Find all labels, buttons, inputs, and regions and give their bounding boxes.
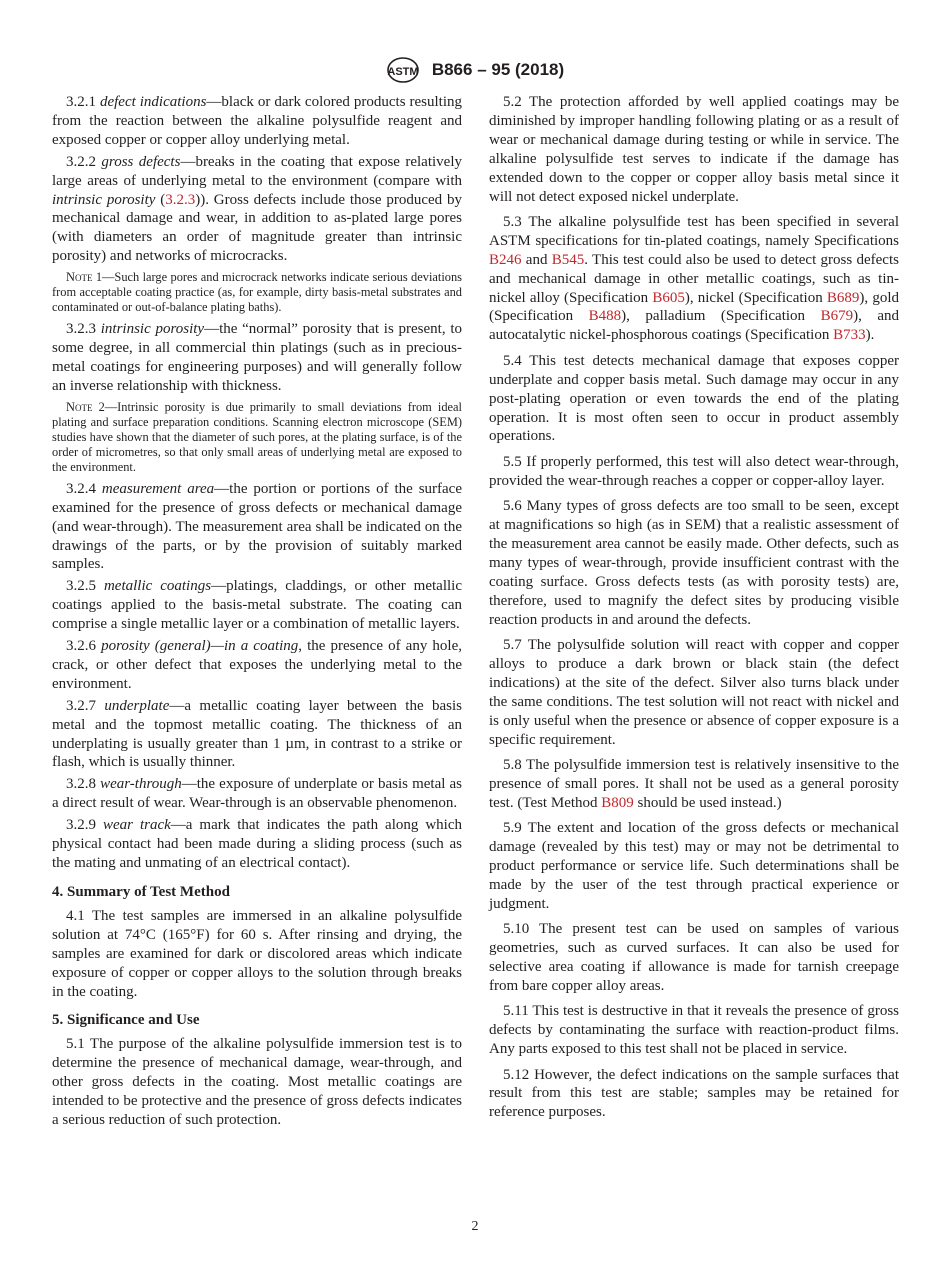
term-italic: gross defects (101, 153, 181, 170)
text-run: 5.1 The purpose of the alkaline polysulfide immersion test is to determine the presence of mechanical damage, wear-through, and other gross defects in the coating. Most metallic coatings are intended to be protective and the presence of gross defects indicates a serious reduction of such protection. (52, 1036, 462, 1129)
reference-link[interactable]: B689 (826, 289, 860, 306)
text-run: ), palladium (Specification (621, 308, 821, 325)
paragraph (489, 1002, 899, 1059)
paragraph (52, 153, 462, 266)
text-run: 5.10 The present test can be used on samples of various geometries, such as curved surfaces. It can also be used for selective area coating if allowance is made for tarnish creepage from bare copper alloy areas. (489, 921, 899, 994)
paragraph (52, 697, 462, 773)
text-run: 4. Summary of Test Method (52, 883, 230, 900)
term-italic: defect indications (99, 94, 207, 110)
reference-link[interactable]: B246 (489, 251, 522, 268)
text-run: 3.2.8 (66, 776, 101, 793)
text-run: 3.2.7 (66, 697, 105, 714)
text-run: —breaks in the coating that expose relatively large areas of underlying metal to the environment (compare with (52, 153, 462, 189)
paragraph (489, 453, 899, 491)
text-run: 3.2.4 (66, 480, 102, 497)
term-italic: intrinsic porosity (52, 191, 156, 208)
paragraph (52, 637, 462, 694)
text-run: 5. Significance and Use (52, 1012, 200, 1029)
text-run: . This test could also be used to detect gross defects and mechanical damage in other metallic coatings, such as tin-nickel alloy (Specification (489, 251, 899, 306)
page-number: 2 (471, 1219, 479, 1234)
text-run: should be used instead.) (633, 794, 782, 811)
text-run: —platings, claddings, or other metallic coatings applied to the basis-metal substrate. The coating can comprise a single metallic layer or a combination of metallic layers. (52, 578, 462, 633)
text-run: —black or dark colored products resulting from the reaction between the alkaline polysulfide reagent and exposed copper or copper alloy underlying metal. (52, 94, 462, 148)
astm-logo-icon (386, 56, 420, 84)
term-italic: underplate (104, 697, 170, 714)
paragraph (489, 1066, 899, 1123)
svg-text:ASTM: ASTM (387, 66, 419, 78)
paragraph (52, 480, 462, 575)
text-run: ), and autocatalytic nickel-phosphorous coatings (Specification (489, 308, 900, 344)
text-run: 5.11 This test is destructive in that it reveals the presence of gross defects by contaminating the surface with reaction-product films. Any parts exposed to this test shall not be placed in service. (489, 1003, 899, 1058)
text-run: ( (155, 191, 166, 208)
text-run: —a mark that indicates the path along which physical contact had been made during a sliding process (such as the mating and unmating of an electrical contact). (52, 817, 463, 871)
text-run: 3.2.6 (66, 638, 102, 655)
text-run: 5.6 Many types of gross defects are too small to be seen, except at magnifications so high (as in SEM) that a realistic assessment of the measurement area cannot be easily made. Other defects, such as many types of wear-through, provide insufficient contrast with the coating surface. Gross defects tests (as with porosity tests) are, therefore, used to magnify the defect sites by producing visible reaction products in and around the defects. (489, 498, 899, 628)
note-paragraph (52, 400, 462, 475)
paragraph (489, 636, 899, 749)
text-run: —the exposure of underplate or basis metal as a direct result of wear. Wear-through is an observable phenomenon. (52, 776, 462, 812)
reference-link[interactable]: B488 (588, 308, 622, 325)
text-run: 5.7 The polysulfide solution will react with copper and copper alloys to produce a dark brown or black stain (the defect indications) at the site of the defect. Silver also turns black under the same conditions. The test solution will not react with nickel and is only useful when the presence or absence of copper exposure is a specific requirement. (489, 636, 899, 748)
paragraph (52, 577, 462, 634)
text-run: 5.2 The protection afforded by well applied coatings may be diminished by improper handling following plating or as a result of wear or mechanical damage during testing or while in service. The alkaline polysulfide test serves to indicate if the damage has extended down to the copper or copper alloy basis metal since it will not detect exposed nickel underplate. (489, 94, 899, 205)
document-designation: B866 – 95 (2018) (431, 60, 565, 79)
paragraph (489, 213, 899, 345)
note-paragraph (52, 270, 462, 315)
text-run: 5.8 The polysulfide immersion test is relatively insensitive to the presence of small pores. It shall not be used as a general porosity test. (Test Method (489, 756, 899, 811)
paragraph (489, 93, 899, 206)
term-italic: intrinsic porosity (100, 321, 205, 338)
reference-link[interactable]: B545 (551, 251, 585, 268)
paragraph (52, 816, 462, 873)
term-italic: porosity (general)—in a coating (101, 638, 299, 655)
text-run: —a metallic coating layer between the basis metal and the topmost metallic coating. The thickness of an underplating is usually greater than 1 µm, in contrast to a strike or flash, which is usually thinner. (52, 697, 462, 771)
text-run: ), gold (Specification (489, 289, 899, 325)
term-italic: metallic coatings (103, 578, 212, 595)
right-column (489, 93, 899, 1129)
reference-link[interactable]: 3.2.3 (165, 191, 196, 208)
text-run: 4.1 The test samples are immersed in an alkaline polysulfide solution at 74°C (165°F) for 60 s. After rinsing and drying, the samples are examined for dark or discolored areas which indicate exposure of copper or copper alloys to the solution through breaks in the coating. (52, 907, 462, 1000)
term-italic: wear-through (100, 776, 182, 793)
section-heading (52, 1011, 462, 1030)
text-run: 5.12 However, the defect indications on the sample surfaces that result from this test are stable; samples may be retained for reference purposes. (489, 1066, 899, 1121)
text-run: 3.2.1 (66, 94, 100, 110)
paragraph (489, 819, 899, 914)
paragraph (52, 1035, 462, 1130)
text-run: 5.5 If properly performed, this test will also detect wear-through, provided the wear-through reaches a copper or copper-alloy layer. (489, 453, 899, 489)
paragraph (52, 93, 462, 150)
page-header (0, 56, 950, 84)
text-run: 5.3 The alkaline polysulfide test has been specified in several ASTM specifications for tin-plated coatings, namely Specifications (489, 213, 899, 249)
term-italic: wear track (102, 817, 171, 834)
paragraph (489, 756, 899, 813)
paragraph (52, 320, 462, 396)
note-label: Note 2 (66, 399, 105, 414)
text-run: )). Gross defects include those produced by mechanical damage and wear, in addition to as-plated large pores (with diameters an order of magnitude greater than intrinsic porosity) and networks of microcracks. (52, 191, 462, 265)
paragraph (489, 352, 899, 447)
left-column (52, 93, 462, 1133)
section-heading (52, 883, 462, 902)
text-run: , the presence of any hole, crack, or other defect that exposes the underlying metal to the environment. (52, 638, 462, 692)
reference-link[interactable]: B679 (820, 308, 854, 325)
paragraph (52, 775, 462, 813)
paragraph (489, 497, 899, 629)
text-run: 5.4 This test detects mechanical damage that exposes copper underplate and copper basis metal. Such damage may occur in any post-plating operation or even towards the end of the plating operation. It is most often seen to occur in product assembly operations. (489, 352, 899, 445)
text-run: —Such large pores and microcrack networks indicate serious deviations from acceptable coating practice (as, for example, dirty basis-metal substrates and contaminated or out-of-balance plating baths). (52, 270, 462, 315)
text-run: —the portion or portions of the surface examined for the presence of gross defects or mechanical damage (and wear-through). The measurement area shall be indicated on the drawings of the parts, or by the provision of suitably marked samples. (52, 480, 462, 573)
reference-link[interactable]: B809 (601, 794, 634, 811)
note-label: Note 1 (66, 270, 103, 285)
text-run: —Intrinsic porosity is due primarily to small deviations from ideal plating and surface preparation conditions. Scanning electron microscope (SEM) studies have shown that the diameter of such pores, at the plating surface, is of the order of micrometres, so that only small areas of underlying metal are exposed to the environment. (52, 399, 462, 474)
reference-link[interactable]: B605 (652, 289, 685, 306)
paragraph (489, 920, 899, 996)
text-run: 3.2.2 (66, 153, 102, 170)
text-run: 3.2.9 (66, 817, 103, 834)
text-run: 3.2.5 (66, 578, 104, 595)
text-run: ), nickel (Specification (684, 289, 827, 306)
text-run: ). (865, 327, 875, 344)
text-run: 5.9 The extent and location of the gross defects or mechanical damage (revealed by this test) may or may not be detrimental to product performance or service life. Such determinations shall be made by the user of the test through practical experience or judgment. (489, 820, 899, 912)
paragraph (52, 907, 462, 1002)
text-run: and (521, 251, 552, 268)
reference-link[interactable]: B733 (833, 327, 866, 344)
text-run: 3.2.3 (66, 321, 101, 338)
text-run: —the “normal” porosity that is present, to some degree, in all commercial thin platings (such as in precious-metal coatings for engineering purposes) and will generally follow an inverse relationship with thickness. (52, 321, 462, 394)
term-italic: measurement area (101, 480, 215, 497)
